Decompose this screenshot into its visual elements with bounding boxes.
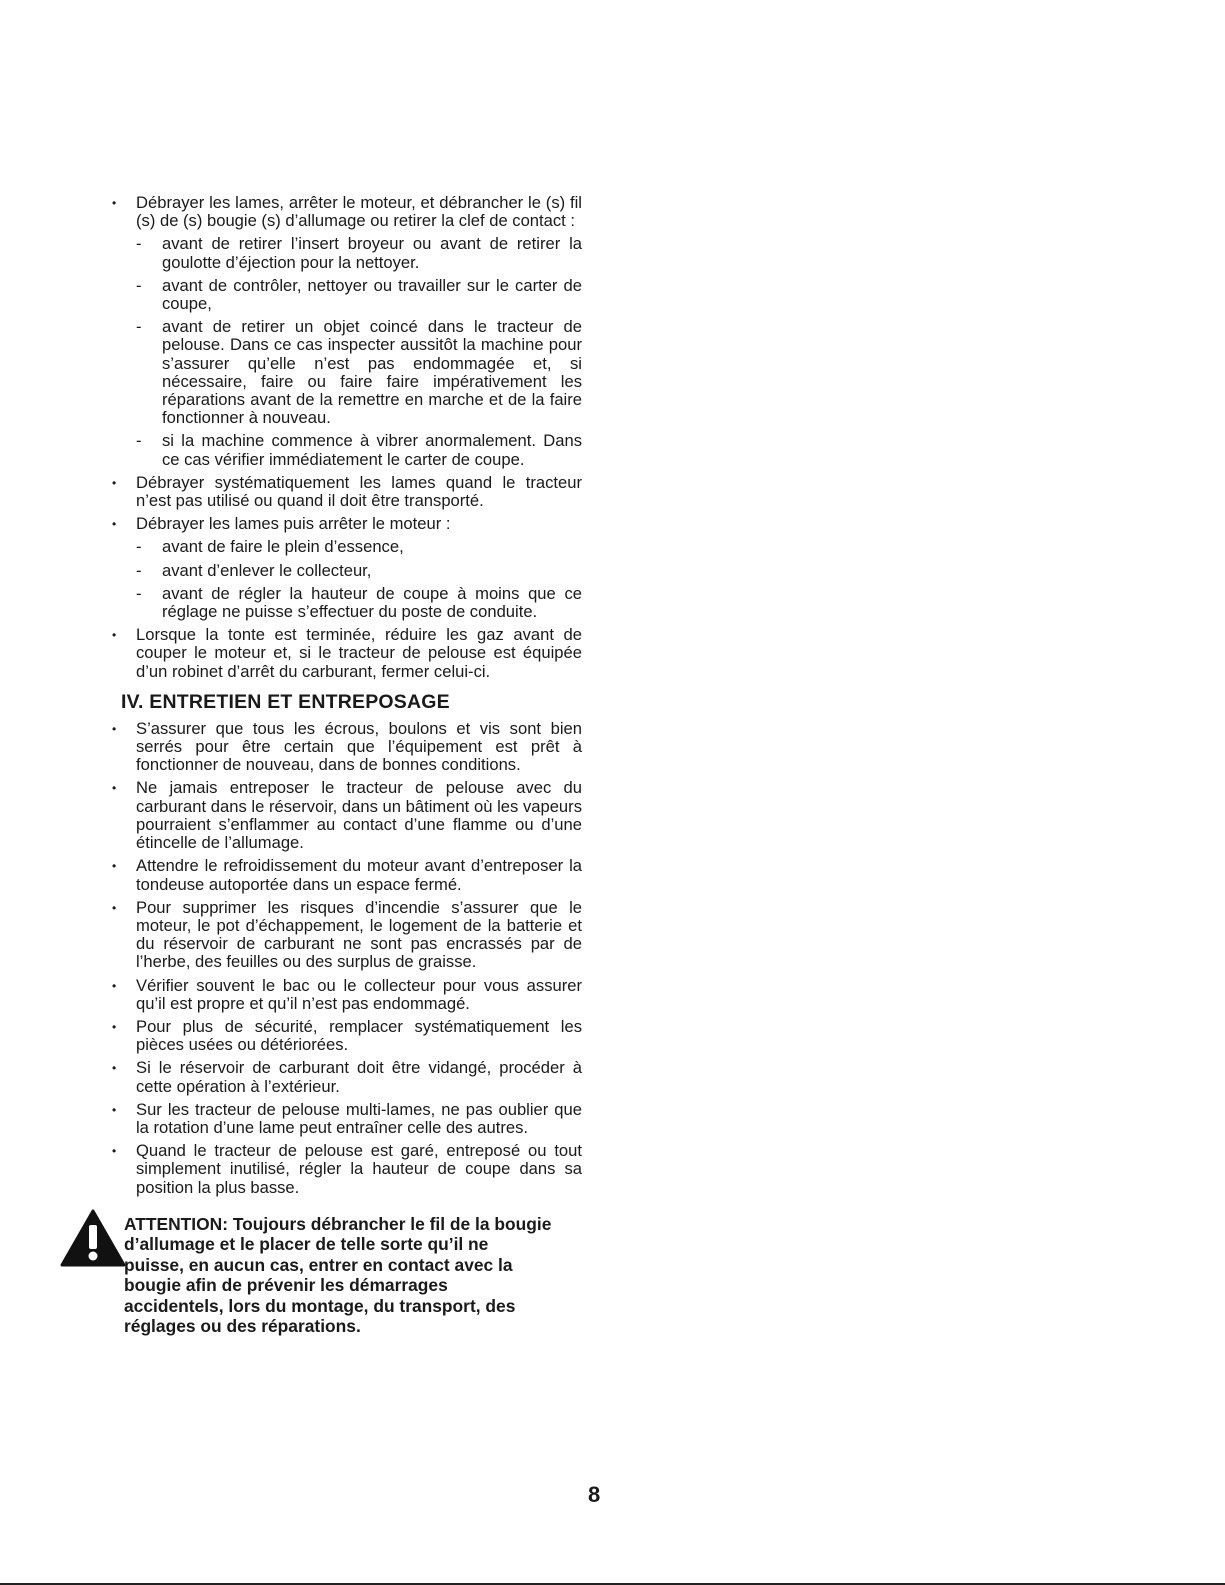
list-item: • Lorsque la tonte est terminée, réduire les gaz avant de couper le moteur et, si le tracteur de pelouse est équipée d’un robinet d’arrêt du carburant, fermer celui-ci. bbox=[112, 626, 582, 681]
sub-list-item: - avant de faire le plein d’essence, bbox=[112, 538, 582, 556]
list-item: • Quand le tracteur de pelouse est garé, entreposé ou tout simplement inutilisé, régler la hauteur de coupe dans sa position la plus basse. bbox=[112, 1142, 582, 1197]
page-number: 8 bbox=[588, 1482, 601, 1507]
list-item: • Vérifier souvent le bac ou le collecteur pour vous assurer qu’il est propre et qu’il n’est pas endommagé. bbox=[112, 977, 582, 1013]
list-item: • Attendre le refroidissement du moteur avant d’entreposer la tondeuse autoportée dans un espace fermé. bbox=[112, 857, 582, 893]
section-heading: IV. ENTRETIEN ET ENTREPOSAGE bbox=[121, 690, 450, 713]
list-item: • Débrayer systématiquement les lames quand le tracteur n’est pas utilisé ou quand il doit être transporté. bbox=[112, 474, 582, 510]
list-item: • Débrayer les lames puis arrêter le moteur : bbox=[112, 515, 582, 533]
list-item: • Si le réservoir de carburant doit être vidangé, procéder à cette opération à l’extérieur. bbox=[112, 1059, 582, 1095]
list-item: • Pour supprimer les risques d’incendie s’assurer que le moteur, le pot d’échappement, le logement de la batterie et du réservoir de carburant ne sont pas encrassés par de l’herbe, des feuilles ou des surplus de graisse. bbox=[112, 899, 582, 972]
sub-list-item: - avant d’enlever le collecteur, bbox=[112, 562, 582, 580]
attention-notice: ATTENTION: Toujours débrancher le fil de la bougie d’allumage et le placer de telle sorte qu’il ne puisse, en aucun cas, entrer en contact avec la bougie afin de prévenir les démarrages accidentels, lors du montage, du transport, des réglages ou des réparations. bbox=[124, 1214, 552, 1337]
list-item: • Sur les tracteur de pelouse multi-lames, ne pas oublier que la rotation d’une lame peut entraîner celle des autres. bbox=[112, 1101, 582, 1137]
sub-list-item: - avant de retirer un objet coincé dans le tracteur de pelouse. Dans ce cas inspecter aussitôt la machine pour s’assurer qu’elle n’est pas endommagée et, si nécessaire, faire ou faire faire impérativement les réparations avant de la remettre en marche et de la faire fonctionner à nouveau. bbox=[112, 318, 582, 427]
list-item: • Pour plus de sécurité, remplacer systématiquement les pièces usées ou détériorées. bbox=[112, 1018, 582, 1054]
sub-list-item: - avant de contrôler, nettoyer ou travailler sur le carter de coupe, bbox=[112, 277, 582, 313]
sub-list-item: - si la machine commence à vibrer anormalement. Dans ce cas vérifier immédiatement le carter de coupe. bbox=[112, 432, 582, 468]
list-item: • Ne jamais entreposer le tracteur de pelouse avec du carburant dans le réservoir, dans un bâtiment où les vapeurs pourraient s’enflammer au contact d’une flamme ou d’une étincelle de l’allumage. bbox=[112, 779, 582, 852]
sub-list-item: - avant de retirer l’insert broyeur ou avant de retirer la goulotte d’éjection pour la nettoyer. bbox=[112, 235, 582, 271]
warning-triangle-icon bbox=[60, 1209, 126, 1267]
main-column bbox=[112, 194, 582, 1202]
sub-list-item: - avant de régler la hauteur de coupe à moins que ce réglage ne puisse s’effectuer du poste de conduite. bbox=[112, 585, 582, 621]
list-item: • S’assurer que tous les écrous, boulons et vis sont bien serrés pour être certain que l’équipement est prêt à fonctionner de nouveau, dans de bonnes conditions. bbox=[112, 720, 582, 775]
list-item: • Débrayer les lames, arrêter le moteur, et débrancher le (s) fil (s) de (s) bougie (s) d’allumage ou retirer la clef de contact : bbox=[112, 194, 582, 230]
